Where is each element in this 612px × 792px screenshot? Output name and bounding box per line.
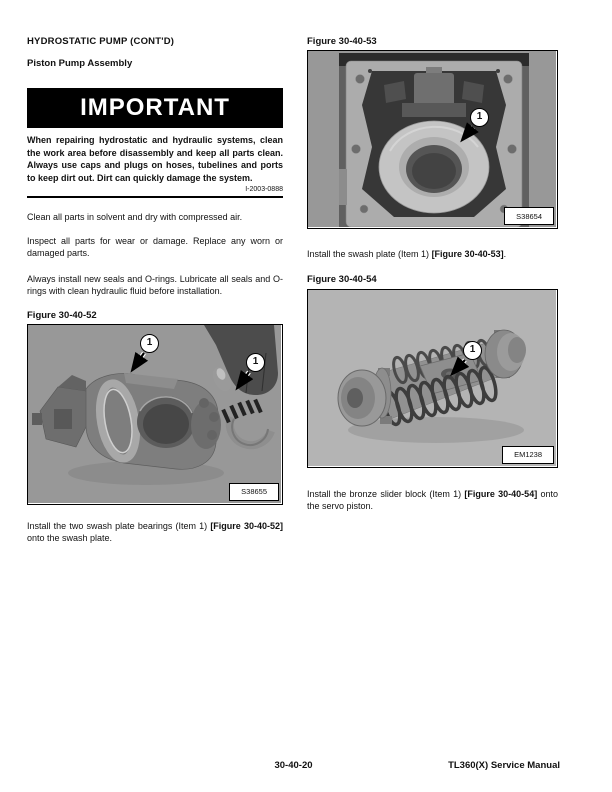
caption-text: onto the swash plate. [27, 533, 113, 543]
caption-text: Install the bronze slider block (Item 1) [307, 488, 465, 499]
callout-item-1: 1 [463, 341, 482, 360]
figure-title-30-40-54: Figure 30-40-54 [307, 273, 377, 285]
figure-30-40-53 [307, 50, 558, 229]
paragraph: Inspect all parts for wear or damage. Replace any worn or damaged parts. [27, 235, 283, 258]
right-column [307, 30, 558, 513]
figure-title-30-40-53: Figure 30-40-53 [307, 36, 377, 47]
caption-text: Install the two swash plate bearings (Item 1) [27, 520, 211, 531]
figure-caption [307, 488, 558, 513]
section-heading: HYDROSTATIC PUMP (CONT'D) [27, 36, 175, 47]
figure-caption [307, 248, 558, 261]
subsection-heading: Piston Pump Assembly [27, 58, 133, 69]
important-banner [27, 88, 283, 128]
figure-30-40-52 [27, 324, 283, 505]
important-banner-text: IMPORTANT [80, 94, 230, 121]
notice-reference-code: I-2003-0888 [245, 186, 283, 193]
horizontal-divider [27, 196, 283, 198]
photo-id-label: S38654 [504, 207, 554, 225]
page-number: 30-40-20 [274, 760, 313, 771]
page-footer [27, 760, 560, 771]
callout-item-1: 1 [470, 108, 489, 127]
paragraph: Always install new seals and O-rings. Lubricate all seals and O-rings with clean hydraulic fluid before installation. [27, 273, 283, 296]
figure-reference: [Figure 30-40-53] [431, 249, 504, 259]
caption-text: . [503, 249, 507, 259]
figure-30-40-54 [307, 289, 558, 468]
paragraph: Clean all parts in solvent and dry with compressed air. [27, 212, 243, 222]
callout-item-1: 1 [140, 334, 159, 353]
callout-item-1: 1 [246, 353, 265, 372]
servo-piston-photo [308, 290, 556, 466]
caption-text: onto the servo piston. [307, 488, 558, 511]
photo-id-label: EM1238 [502, 446, 554, 464]
figure-title-30-40-52: Figure 30-40-52 [27, 309, 97, 321]
left-column [27, 30, 283, 545]
manual-title: TL360(X) Service Manual [448, 760, 560, 771]
figure-reference: [Figure 30-40-52] [210, 520, 283, 531]
pump-housing-photo [308, 51, 556, 227]
caption-text: Install the swash plate (Item 1) [307, 249, 432, 259]
figure-caption [27, 520, 283, 545]
important-notice-body: When repairing hydrostatic and hydraulic systems, clean the work area before disassembly and keep all parts clean. Always use caps and plugs on hoses, tubelines and ports to keep dirt out. Dirt can quickly damage the system. [27, 135, 283, 183]
figure-reference: [Figure 30-40-54] [464, 488, 538, 499]
photo-id-label: S38655 [229, 483, 279, 501]
